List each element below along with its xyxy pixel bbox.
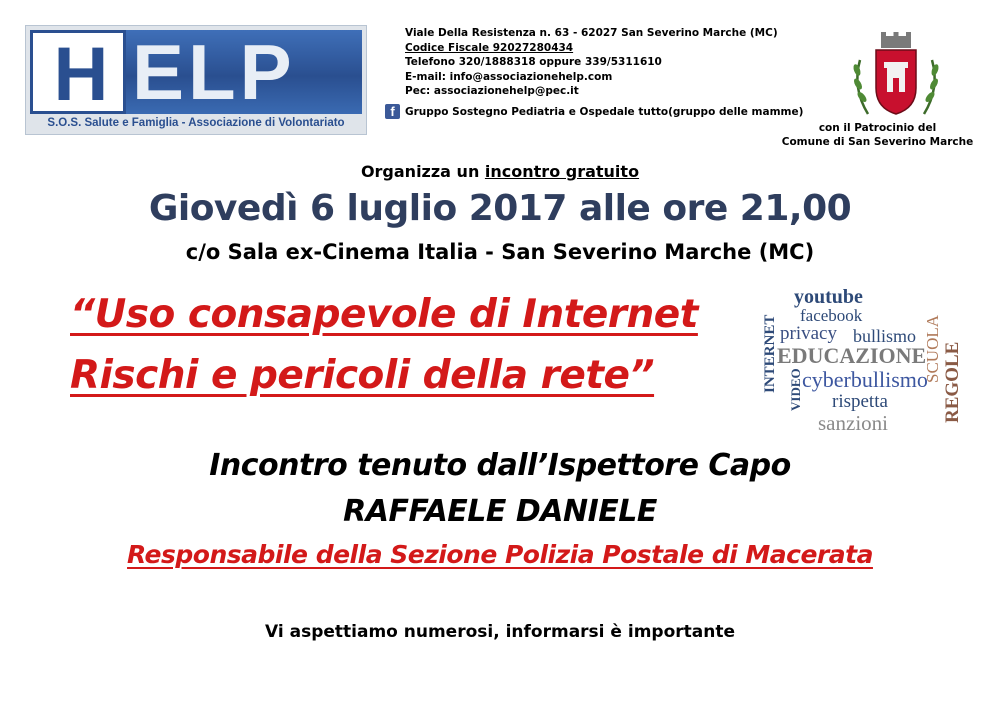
logo-subtitle: S.O.S. Salute e Famiglia - Associazione di Volontariato: [47, 117, 345, 129]
word-scuola: SCUOLA: [923, 314, 942, 383]
facebook-group-line: [385, 104, 803, 119]
contact-block: [405, 26, 778, 99]
closing-line: Vi aspettiamo numerosi, informarsi è importante: [265, 622, 735, 642]
word-bullismo: bullismo: [853, 326, 917, 346]
logo-h-box: [30, 30, 126, 117]
event-title-line2: Rischi e pericoli della rete”: [70, 353, 655, 398]
word-regole: REGOLE: [942, 341, 963, 423]
logo-h-letter: H: [53, 32, 109, 117]
address: Viale Della Resistenza n. 63 - 62027 San Severino Marche (MC): [405, 27, 778, 39]
speaker-intro: Incontro tenuto dall’Ispettore Capo: [209, 448, 791, 483]
event-title-line1: “Uso consapevole di Internet: [70, 292, 698, 337]
speaker-role: Responsabile della Sezione Polizia Postale di Macerata: [127, 540, 873, 569]
event-venue: c/o Sala ex-Cinema Italia - San Severino Marche (MC): [185, 240, 815, 264]
patronage-line1: con il Patrocinio del: [818, 122, 937, 134]
word-internet: INTERNET: [762, 314, 778, 393]
event-datetime: Giovedì 6 luglio 2017 alle ore 21,00: [148, 188, 852, 229]
word-rispetta: rispetta: [832, 391, 888, 412]
word-video: VIDEO: [788, 368, 803, 411]
word-privacy: privacy: [780, 323, 837, 344]
intro-free-meeting: incontro gratuito: [484, 162, 640, 181]
organizer-intro: [0, 162, 1000, 181]
word-sanzioni: sanzioni: [818, 411, 888, 435]
help-logo: [25, 25, 367, 135]
word-facebook: facebook: [800, 306, 863, 325]
logo-elp-letters: ELP: [132, 28, 296, 116]
facebook-group-name: Gruppo Sostegno Pediatria e Ospedale tutto(gruppo delle mamme): [405, 105, 804, 118]
coat-of-arms-icon: [848, 30, 944, 120]
word-educazione: EDUCAZIONE: [777, 343, 927, 368]
facebook-icon: f: [385, 104, 400, 119]
tax-code: Codice Fiscale 92027280434: [405, 41, 574, 54]
word-youtube: youtube: [794, 286, 863, 308]
speaker-name: RAFFAELE DANIELE: [343, 494, 657, 529]
patronage-line2: Comune di San Severino Marche: [781, 136, 974, 148]
intro-prefix: Organizza un: [360, 162, 485, 181]
patronage-note: [780, 121, 975, 149]
pec: Pec: associazionehelp@pec.it: [405, 85, 579, 97]
word-cloud-image: [750, 283, 965, 443]
phone: Telefono 320/1888318 oppure 339/5311610: [405, 56, 662, 68]
word-cyberbullismo: cyberbullismo: [802, 367, 928, 392]
email: E-mail: info@associazionehelp.com: [405, 70, 613, 83]
